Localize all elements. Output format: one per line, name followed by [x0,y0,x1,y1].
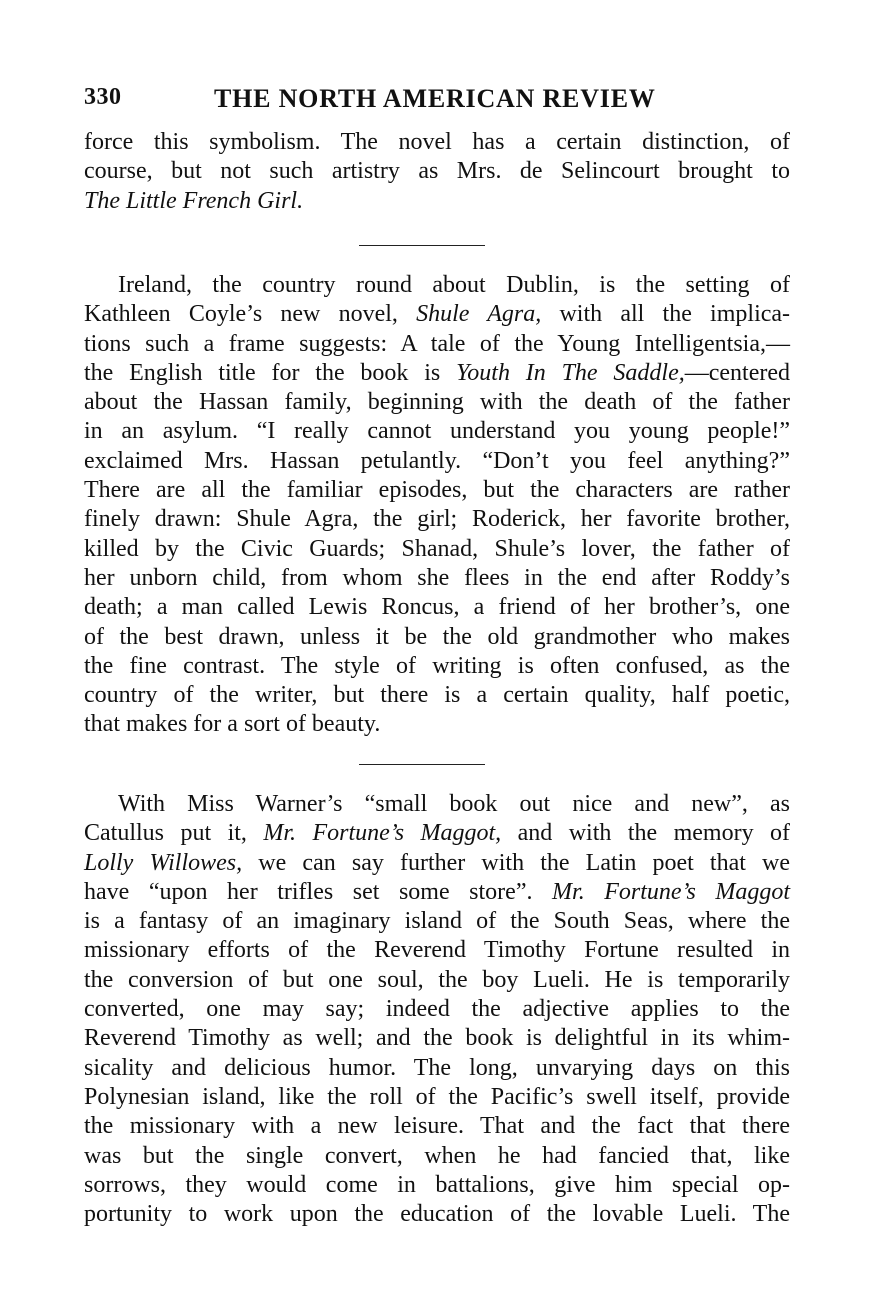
paragraph-1 [84,128,790,216]
paragraph-2 [84,271,790,740]
text-line: converted, one may say; indeed the adjective applies to the [84,996,790,1023]
text-line [84,878,790,907]
text-line: the fine contrast. The style of writing is often confused, as the [84,652,790,679]
text-run: with all the implica- [559,301,791,328]
page-number: 330 [84,84,122,110]
text-run: Catullus put it, [84,820,247,847]
text-line: death; a man called Lewis Roncus, a friend of her brother’s, one [84,594,790,621]
book-title: Youth In The Saddle, [456,359,685,386]
text-line: Ireland, the country round about Dublin, is the setting of [118,272,790,298]
text-run: the English title for the book is [84,359,441,386]
text-line: is a fantasy of an imaginary island of the South Seas, where the [84,908,790,935]
text-run: Kathleen Coyle’s new novel, [84,301,398,328]
book-title: Shule Agra, [416,301,542,328]
book-title: Mr. Fortune’s Maggot, [263,820,502,847]
text-run: we can say further with the Latin poet that we [258,849,791,876]
running-head: THE NORTH AMERICAN REVIEW [214,84,656,113]
book-title: Lolly Willowes, [84,849,243,876]
text-line [84,359,790,388]
text-run: —centered [684,359,791,386]
text-line: about the Hassan family, beginning with the death of the father [84,389,790,416]
section-divider [359,245,485,246]
text-line: course, but not such artistry as Mrs. de Selincourt brought to [84,158,790,185]
text-line [84,300,790,329]
text-line: killed by the Civic Guards; Shanad, Shule’s lover, the father of [84,535,790,562]
text-line: sorrows, they would come in battalions, give him special op- [84,1171,790,1198]
text-line: was but the single convert, when he had fancied that, like [84,1142,790,1169]
text-line [84,187,790,216]
paragraph-3 [84,790,790,1229]
text-line: portunity to work upon the education of the lovable Lueli. The [84,1201,790,1228]
text-run: and with the memory of [517,820,791,847]
text-line [84,849,790,878]
text-line: finely drawn: Shule Agra, the girl; Roderick, her favorite brother, [84,506,790,533]
section-divider [359,764,485,765]
text-line: the conversion of but one soul, the boy Lueli. He is temporarily [84,966,790,993]
text-line: country of the writer, but there is a certain quality, half poetic, [84,682,790,709]
text-line: of the best drawn, unless it be the old grandmother who makes [84,623,790,650]
text-line: exclaimed Mrs. Hassan petulantly. “Don’t you feel anything?” [84,447,790,474]
book-title: Mr. Fortune’s Maggot [552,878,790,905]
text-line: There are all the familiar episodes, but the characters are rather [84,477,790,504]
text-line: her unborn child, from whom she flees in the end after Roddy’s [84,564,790,591]
text-line: the missionary with a new leisure. That and the fact that there [84,1113,790,1140]
text-line: missionary efforts of the Reverend Timothy Fortune resulted in [84,937,790,964]
text-line: Polynesian island, like the roll of the Pacific’s swell itself, provide [84,1083,790,1110]
text-line: that makes for a sort of beauty. [84,711,381,738]
text-line: tions such a frame suggests: A tale of the Young Intelligentsia,— [84,330,790,357]
book-title: The Little French Girl. [84,187,304,214]
text-line [84,819,790,848]
text-line: force this symbolism. The novel has a certain distinction, of [84,129,790,155]
text-line: With Miss Warner’s “small book out nice and new”, as [118,791,790,817]
text-run: have “upon her trifles set some store”. [84,878,533,905]
text-line: Reverend Timothy as well; and the book is delightful in its whim- [84,1025,790,1052]
text-line: sicality and delicious humor. The long, unvarying days on this [84,1054,790,1081]
text-line: in an asylum. “I really cannot understand you young people!” [84,418,790,445]
page-header [84,84,794,118]
